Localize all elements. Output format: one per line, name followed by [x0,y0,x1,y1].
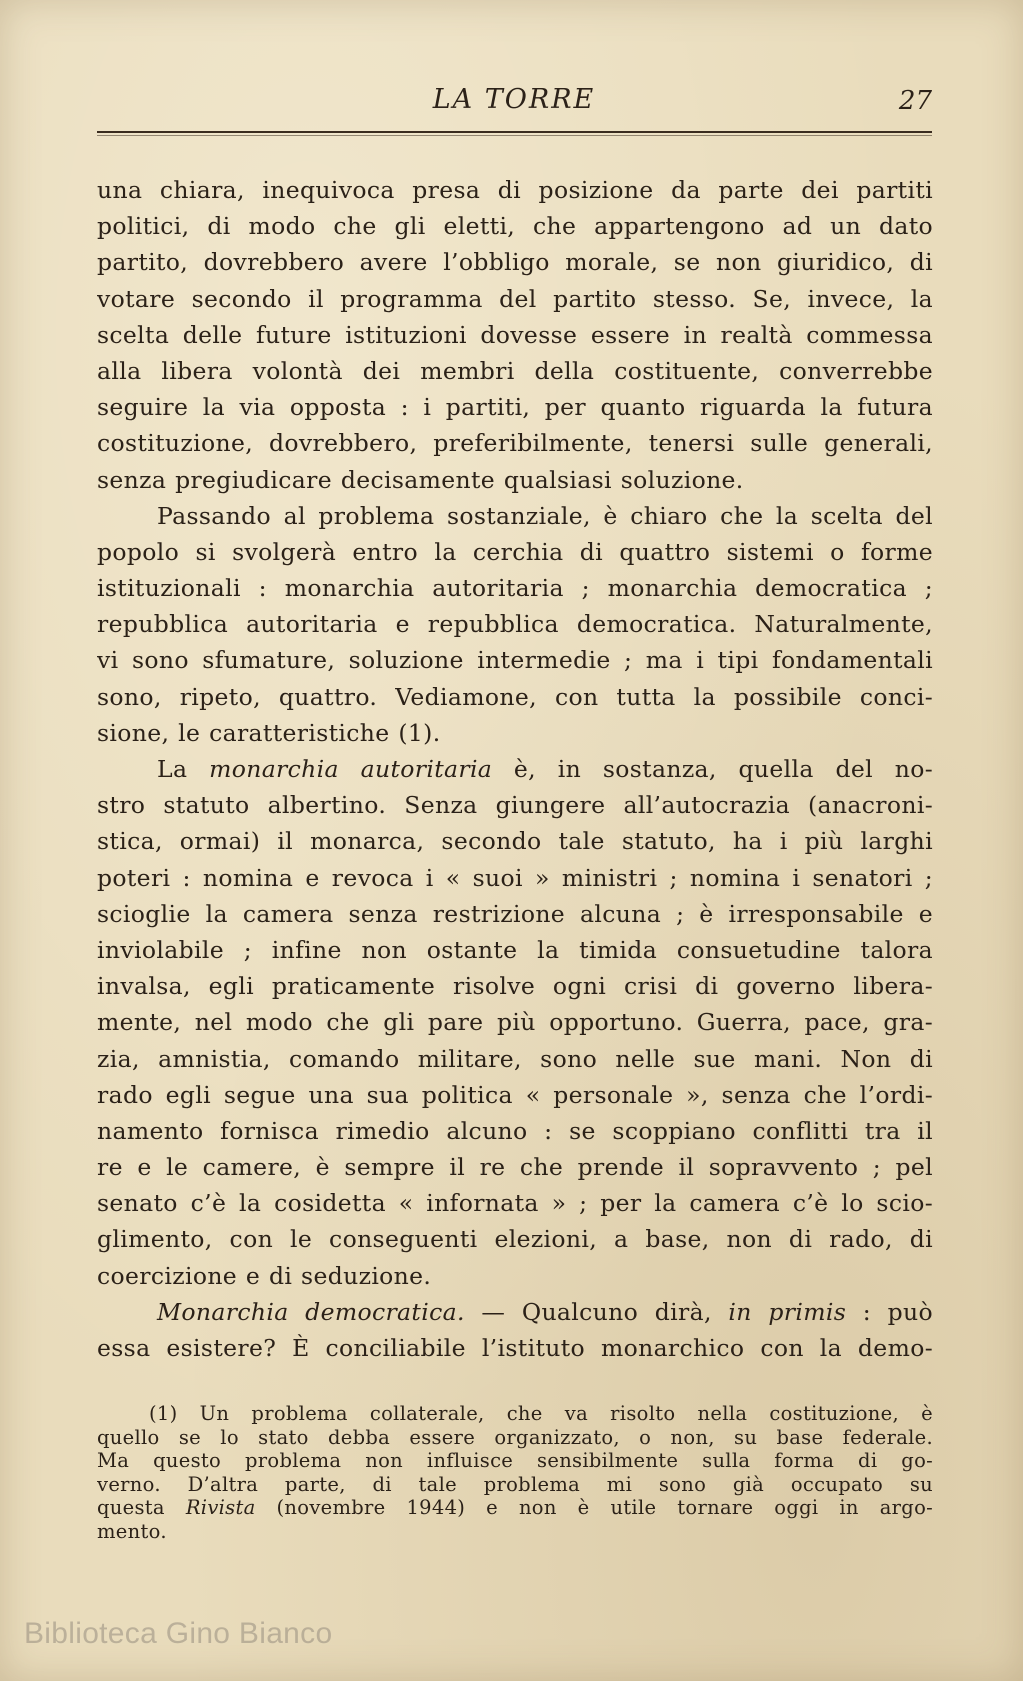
text-line: costituzione, dovrebbero, preferibilmente, tenersi sulle generali, [97,429,933,458]
text-line: mente, nel modo che gli pare più opportuno. Guerra, pace, gra- [97,1008,933,1037]
text-line: zia, amnistia, comando militare, sono nelle sue mani. Non di [97,1044,933,1073]
text-segment: questa [97,1496,186,1519]
library-watermark: Biblioteca Gino Bianco [24,1617,333,1650]
text-line: repubblica autoritaria e repubblica democratica. Naturalmente, [97,610,933,639]
text-segment: — Qualcuno dirà, [464,1297,729,1326]
text-line: glimento, con le conseguenti elezioni, a base, non di rado, di [97,1225,933,1254]
text-line: coercizione e di seduzione. [97,1261,432,1290]
running-title: LA TORRE [432,84,596,115]
text-segment: (novembre 1944) e non è utile tornare oggi in argo- [255,1496,933,1519]
text-segment: La [157,755,210,783]
text-line: istituzionali : monarchia autoritaria ; monarchia democratica ; [97,574,933,603]
text-line: scelta delle future istituzioni dovesse essere in realtà commessa [97,320,933,349]
text-line: stica, ormai) il monarca, secondo tale statuto, ha i più larghi [97,827,933,856]
text-line: rado egli segue una sua politica « personale », senza che l’ordi- [97,1080,933,1109]
footnote-line: quello se lo stato debba essere organizzato, o non, su base federale. [97,1425,933,1449]
text-line: invalsa, egli praticamente risolve ogni crisi di governo libera- [97,972,933,1001]
page-number: 27 [898,86,932,116]
text-line: sione, le caratteristiche (1). [97,718,441,747]
text-line: seguire la via opposta : i partiti, per quanto riguarda la futura [97,393,933,422]
text-line: Passando al problema sostanziale, è chiaro che la scelta del [157,501,933,530]
text-line: partito, dovrebbero avere l’obbligo morale, se non giuridico, di [97,248,933,277]
text-line: re e le camere, è sempre il re che prende il sopravvento ; pel [97,1153,933,1182]
text-line: senato c’è la cosidetta « infornata » ; per la camera c’è lo scio- [97,1189,933,1218]
text-line: namento fornisca rimedio alcuno : se scoppiano conflitti tra il [97,1116,933,1145]
text-line: una chiara, inequivoca presa di posizione da parte dei partiti [97,176,933,204]
text-line: stro statuto albertino. Senza giungere all’autocrazia (anacroni- [97,791,933,820]
text-line: alla libera volontà dei membri della costituente, converrebbe [97,356,933,385]
header-rule-thin [97,135,932,136]
text-segment: : può [846,1297,933,1326]
running-header [96,80,932,120]
text-segment: è, in sostanza, quella del no- [492,755,933,783]
footnote-line: verno. D’altra parte, di tale problema mi sono già occupato su [97,1472,933,1496]
footnote-line [97,1496,933,1520]
text-line: inviolabile ; infine non ostante la timida consuetudine talora [97,935,933,964]
text-line: scioglie la camera senza restrizione alcuna ; è irresponsabile e [97,899,933,928]
footnote-line: Ma questo problema non influisce sensibilmente sulla forma di go- [97,1449,933,1472]
footnote-line: (1) Un problema collaterale, che va risolto nella costituzione, è [149,1402,933,1425]
italic-term: Monarchia democratica. [157,1297,465,1326]
footnote [97,1402,933,1543]
body-text [97,172,933,1366]
italic-term: monarchia autoritaria [209,755,493,783]
text-line: popolo si svolgerà entro la cerchia di quattro sistemi o forme [97,537,933,566]
text-line [97,1294,933,1330]
text-line: vi sono sfumature, soluzione intermedie ; ma i tipi fondamentali [97,646,933,675]
text-line: senza pregiudicare decisamente qualsiasi soluzione. [97,465,744,494]
italic-term: in primis [728,1297,847,1326]
text-line [97,751,933,787]
text-line: sono, ripeto, quattro. Vediamone, con tutta la possibile conci- [97,682,933,711]
text-line: essa esistere? È conciliabile l’istituto monarchico con la demo- [97,1334,933,1362]
text-line: votare secondo il programma del partito stesso. Se, invece, la [97,284,933,313]
text-line: poteri : nomina e revoca i « suoi » ministri ; nomina i senatori ; [97,863,933,892]
header-rule [97,131,932,133]
text-line: politici, di modo che gli eletti, che appartengono ad un dato [97,212,933,241]
footnote-line: mento. [97,1519,167,1543]
italic-term: Rivista [185,1496,256,1519]
